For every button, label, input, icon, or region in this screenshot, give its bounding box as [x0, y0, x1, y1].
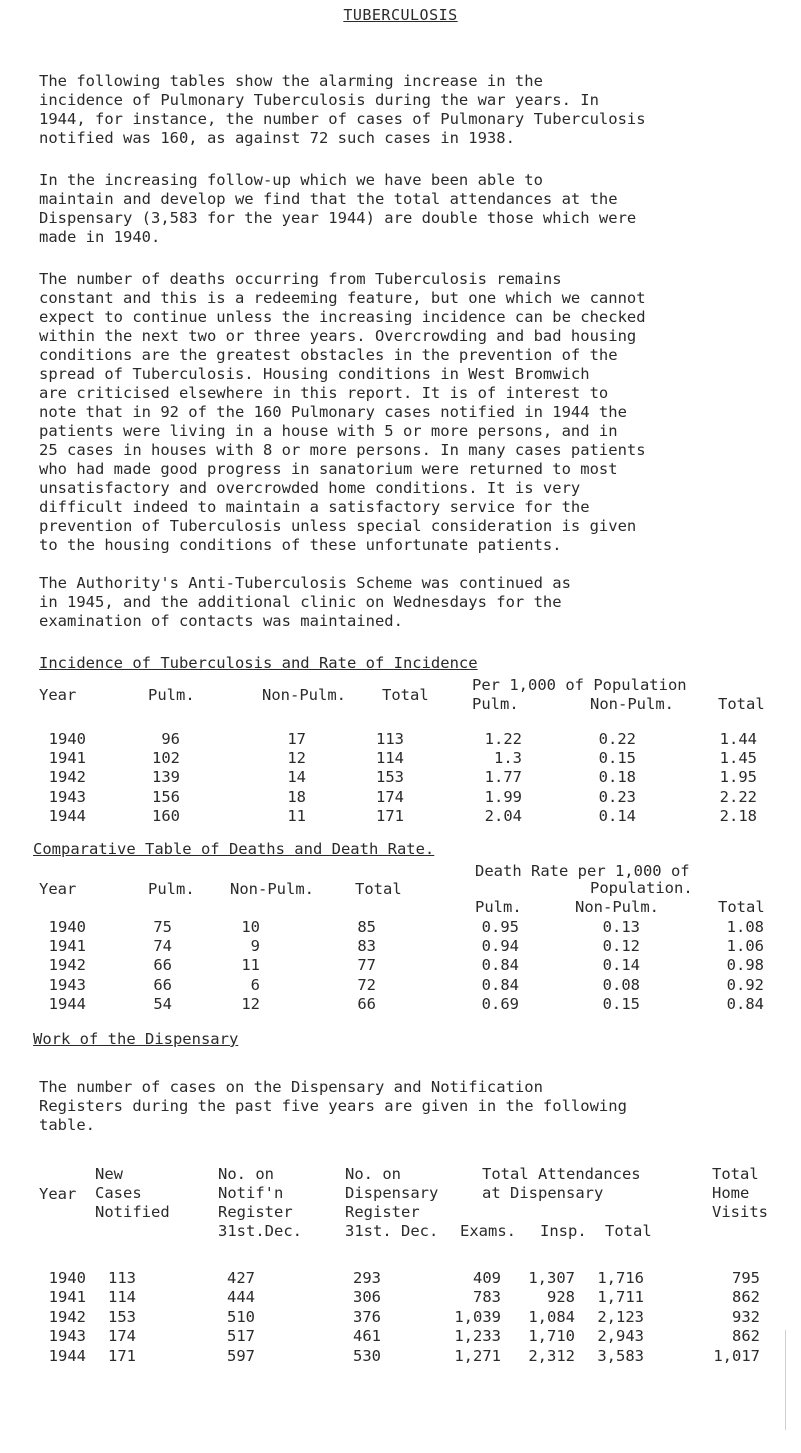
deaths-cell-non-pulm: 6	[250, 975, 260, 994]
incidence-cell-pulm: 156	[152, 787, 180, 806]
dispensary-cell-year: 1942	[48, 1307, 86, 1326]
dispensary-cell-exams: 1,233	[454, 1327, 501, 1346]
deaths-cell-rate-total: 1.08	[726, 918, 764, 936]
incidence-cell-rate-non-pulm: 0.14	[598, 806, 636, 825]
intro-paragraph: The following tables show the alarming increase in the incidence of Pulmonary Tuberculosis during the war years. In 1944, for instance, the number of cases of Pulmonary Tuberculosis notified was 160, as against 72 such cases in 1938.	[39, 72, 646, 147]
incidence-cell-rate-pulm: 1.22	[484, 730, 522, 748]
dispensary-cell-exams: 409	[473, 1269, 501, 1287]
incidence-cell-total: 113	[376, 730, 404, 748]
deaths-cell-rate-pulm: 0.95	[481, 918, 519, 936]
scheme-paragraph: The Authority's Anti-Tuberculosis Scheme was continued as in 1945, and the additional clinic on Wednesdays for the examination of contacts was maintained.	[39, 574, 571, 630]
deaths-cell-rate-pulm: 0.84	[481, 956, 519, 975]
dispensary-cell-home-visits: 795	[732, 1269, 760, 1287]
incidence-cell-non-pulm: 17	[287, 730, 306, 748]
deaths-header-rate-subtitle: Population.	[590, 879, 693, 897]
dispensary-cell-new-cases: 153	[108, 1307, 136, 1326]
dispensary-header-insp: Insp.	[540, 1222, 587, 1240]
deaths-cell-rate-non-pulm: 0.12	[602, 937, 640, 956]
incidence-cell-year: 1940	[48, 730, 86, 748]
deaths-cell-rate-pulm: 0.94	[481, 937, 519, 956]
dispensary-cell-notif-register: 444	[227, 1288, 255, 1307]
incidence-header-per-thousand: Per 1,000 of Population	[472, 676, 687, 694]
dispensary-cell-total: 2,123	[597, 1307, 644, 1326]
deaths-cell-pulm: 54	[153, 994, 172, 1013]
dispensary-cell-new-cases: 171	[108, 1346, 136, 1365]
incidence-header-rate-total: Total	[718, 695, 765, 713]
dispensary-cell-home-visits: 1,017	[713, 1346, 760, 1365]
dispensary-cell-exams: 783	[473, 1288, 501, 1307]
incidence-cell-total: 114	[376, 749, 404, 768]
dispensary-header-home-visits: Total Home Visits	[712, 1165, 768, 1221]
deaths-cell-pulm: 75	[153, 918, 172, 936]
incidence-cell-rate-total: 2.22	[719, 787, 757, 806]
dispensary-cell-insp: 1,084	[528, 1307, 575, 1326]
deaths-cell-rate-non-pulm: 0.14	[602, 956, 640, 975]
incidence-cell-total: 171	[376, 806, 404, 825]
incidence-cell-non-pulm: 14	[287, 768, 306, 787]
dispensary-cell-insp: 928	[547, 1288, 575, 1307]
deaths-cell-total: 85	[357, 918, 376, 936]
dispensary-cell-home-visits: 862	[732, 1327, 760, 1346]
deaths-cell-total: 66	[357, 994, 376, 1013]
incidence-header-non-pulm: Non-Pulm.	[262, 686, 346, 704]
dispensary-cell-new-cases: 114	[108, 1288, 136, 1307]
page-title: TUBERCULOSIS	[343, 6, 458, 24]
deaths-cell-rate-total: 0.98	[726, 956, 764, 975]
deaths-housing-paragraph: The number of deaths occurring from Tuberculosis remains constant and this is a redeeming feature, but one which we cannot expect to continue unless the increasing incidence can be checked within the next two or three years. Overcrowding and bad housing conditions are the greatest obstacles in the prevention of the spread of Tuberculosis. Housing conditions in West Bromwich are criticised elsewhere in this report. It is of interest to note that in 92 of the 160 Pulmonary cases notified in 1944 the patients were living in a house with 5 or more persons, and in 25 cases in houses with 8 or more persons. In many cases patients who had made good progress in sanatorium were returned to most unsatisfactory and overcrowded home conditions. It is very difficult indeed to maintain a satisfactory service for the prevention of Tuberculosis unless special consideration is given to the housing conditions of these unfortunate patients.	[39, 270, 646, 554]
deaths-header-year: Year	[39, 880, 77, 898]
page-edge-line	[785, 1330, 786, 1430]
incidence-header-rate-pulm: Pulm.	[472, 695, 519, 713]
incidence-header-pulm: Pulm.	[148, 686, 195, 704]
dispensary-cell-insp: 1,710	[528, 1327, 575, 1346]
deaths-cell-rate-pulm: 0.69	[481, 994, 519, 1013]
deaths-cell-year: 1943	[48, 975, 86, 994]
deaths-cell-rate-total: 0.84	[726, 994, 764, 1013]
dispensary-cell-exams: 1,039	[454, 1307, 501, 1326]
incidence-cell-rate-total: 2.18	[719, 806, 757, 825]
dispensary-cell-new-cases: 113	[108, 1269, 136, 1287]
dispensary-heading: Work of the Dispensary	[33, 1030, 239, 1048]
incidence-cell-year: 1943	[48, 787, 86, 806]
incidence-cell-year: 1941	[48, 749, 86, 768]
dispensary-cell-insp: 1,307	[528, 1269, 575, 1287]
dispensary-cell-year: 1941	[48, 1288, 86, 1307]
follow-up-paragraph: In the increasing follow-up which we have been able to maintain and develop we find that the total attendances at the Dispensary (3,583 for the year 1944) are double those which were made in 1940.	[39, 171, 637, 246]
deaths-cell-pulm: 66	[153, 975, 172, 994]
incidence-cell-rate-non-pulm: 0.22	[598, 730, 636, 748]
deaths-header-non-pulm: Non-Pulm.	[230, 880, 314, 898]
dispensary-cell-notif-register: 510	[227, 1307, 255, 1326]
deaths-cell-total: 72	[357, 975, 376, 994]
deaths-cell-rate-non-pulm: 0.08	[602, 975, 640, 994]
dispensary-cell-disp-register: 293	[353, 1269, 381, 1287]
incidence-cell-rate-pulm: 1.3	[494, 749, 522, 768]
incidence-cell-rate-total: 1.95	[719, 768, 757, 787]
incidence-cell-rate-non-pulm: 0.23	[598, 787, 636, 806]
incidence-cell-rate-non-pulm: 0.18	[598, 768, 636, 787]
deaths-cell-rate-total: 0.92	[726, 975, 764, 994]
dispensary-cell-disp-register: 306	[353, 1288, 381, 1307]
deaths-header-pulm: Pulm.	[148, 880, 195, 898]
dispensary-cell-new-cases: 174	[108, 1327, 136, 1346]
dispensary-cell-notif-register: 517	[227, 1327, 255, 1346]
incidence-cell-total: 153	[376, 768, 404, 787]
deaths-cell-non-pulm: 10	[241, 918, 260, 936]
dispensary-cell-home-visits: 862	[732, 1288, 760, 1307]
deaths-cell-rate-non-pulm: 0.13	[602, 918, 640, 936]
incidence-cell-rate-non-pulm: 0.15	[598, 749, 636, 768]
dispensary-header-new-cases: New Cases Notified	[95, 1165, 170, 1221]
deaths-cell-non-pulm: 11	[241, 956, 260, 975]
dispensary-cell-notif-register: 427	[227, 1269, 255, 1287]
deaths-cell-non-pulm: 12	[241, 994, 260, 1013]
dispensary-header-disp-register: No. on Dispensary Register 31st. Dec.	[345, 1165, 439, 1240]
deaths-cell-total: 83	[357, 937, 376, 956]
incidence-cell-rate-pulm: 1.77	[484, 768, 522, 787]
dispensary-cell-total: 1,711	[597, 1288, 644, 1307]
incidence-cell-non-pulm: 11	[287, 806, 306, 825]
incidence-cell-year: 1944	[48, 806, 86, 825]
deaths-cell-year: 1941	[48, 937, 86, 956]
deaths-cell-non-pulm: 9	[250, 937, 260, 956]
dispensary-header-attendances: Total Attendances at Dispensary	[482, 1165, 641, 1202]
deaths-cell-rate-non-pulm: 0.15	[602, 994, 640, 1013]
incidence-header-rate-non-pulm: Non-Pulm.	[590, 695, 674, 713]
deaths-header-rate-pulm: Pulm.	[475, 898, 522, 916]
dispensary-header-year: Year	[39, 1185, 77, 1203]
incidence-cell-pulm: 160	[152, 806, 180, 825]
deaths-cell-year: 1940	[48, 918, 86, 936]
incidence-cell-rate-total: 1.44	[719, 730, 757, 748]
incidence-cell-pulm: 102	[152, 749, 180, 768]
dispensary-header-exams: Exams.	[460, 1222, 516, 1240]
deaths-cell-year: 1942	[48, 956, 86, 975]
dispensary-cell-exams: 1,271	[454, 1346, 501, 1365]
deaths-cell-pulm: 74	[153, 937, 172, 956]
incidence-cell-year: 1942	[48, 768, 86, 787]
incidence-cell-non-pulm: 18	[287, 787, 306, 806]
dispensary-cell-disp-register: 461	[353, 1327, 381, 1346]
dispensary-header-notif-register: No. on Notif'n Register 31st.Dec.	[218, 1165, 302, 1240]
deaths-header-rate-title: Death Rate per 1,000 of	[475, 862, 690, 880]
incidence-cell-rate-total: 1.45	[719, 749, 757, 768]
dispensary-intro: The number of cases on the Dispensary and Notification Registers during the past five years are given in the following table.	[39, 1078, 627, 1134]
dispensary-header-att-total: Total	[605, 1222, 652, 1240]
incidence-cell-pulm: 96	[161, 730, 180, 748]
deaths-cell-rate-pulm: 0.84	[481, 975, 519, 994]
dispensary-cell-year: 1943	[48, 1327, 86, 1346]
dispensary-cell-disp-register: 376	[353, 1307, 381, 1326]
deaths-cell-rate-total: 1.06	[726, 937, 764, 956]
deaths-header-total: Total	[355, 880, 402, 898]
incidence-cell-pulm: 139	[152, 768, 180, 787]
dispensary-cell-notif-register: 597	[227, 1346, 255, 1365]
dispensary-cell-total: 2,943	[597, 1327, 644, 1346]
dispensary-cell-year: 1940	[48, 1269, 86, 1287]
incidence-header-year: Year	[39, 686, 77, 704]
incidence-cell-rate-pulm: 1.99	[484, 787, 522, 806]
dispensary-cell-home-visits: 932	[732, 1307, 760, 1326]
incidence-cell-rate-pulm: 2.04	[484, 806, 522, 825]
dispensary-cell-total: 1,716	[597, 1269, 644, 1287]
dispensary-cell-insp: 2,312	[528, 1346, 575, 1365]
incidence-header-total: Total	[382, 686, 429, 704]
deaths-header-rate-total: Total	[718, 898, 765, 916]
deaths-heading: Comparative Table of Deaths and Death Rate.	[33, 840, 435, 858]
deaths-header-rate-non-pulm: Non-Pulm.	[575, 898, 659, 916]
incidence-cell-total: 174	[376, 787, 404, 806]
dispensary-cell-year: 1944	[48, 1346, 86, 1365]
incidence-cell-non-pulm: 12	[287, 749, 306, 768]
dispensary-cell-total: 3,583	[597, 1346, 644, 1365]
dispensary-cell-disp-register: 530	[353, 1346, 381, 1365]
deaths-cell-pulm: 66	[153, 956, 172, 975]
incidence-heading: Incidence of Tuberculosis and Rate of Incidence	[39, 654, 478, 672]
deaths-cell-year: 1944	[48, 994, 86, 1013]
deaths-cell-total: 77	[357, 956, 376, 975]
